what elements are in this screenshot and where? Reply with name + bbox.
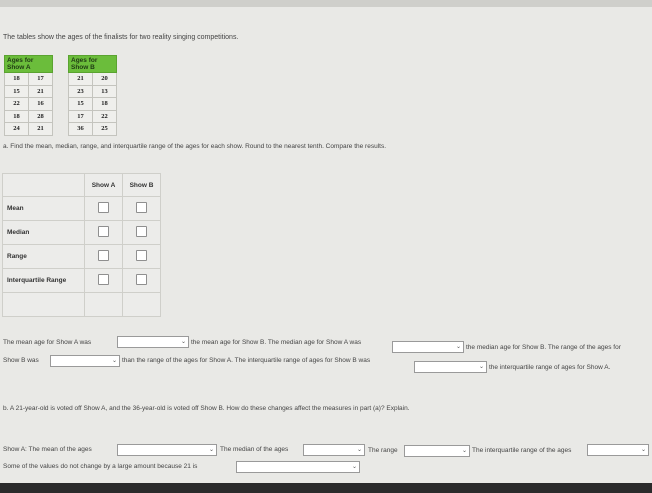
- intro-text: The tables show the ages of the finalists for two reality singing competitions.: [3, 34, 239, 41]
- chevron-down-icon: ⌄: [351, 464, 357, 470]
- results-row-mean: [3, 197, 161, 221]
- results-row-iqr: [3, 269, 161, 293]
- show-b-age-cell: 23: [69, 85, 93, 98]
- show-a-row: [5, 98, 53, 111]
- sentence1-part2: the mean age for Show B. The median age for Show A was: [191, 339, 362, 346]
- chevron-down-icon: ⌄: [478, 364, 484, 370]
- chevron-down-icon: ⌄: [111, 358, 117, 364]
- row-label-range: Range: [3, 245, 85, 269]
- part-b-prompt: b. A 21-year-old is voted off Show A, and the 36-year-old is voted off Show B. How do these changes affect the measures in part (a)? Explain.: [3, 405, 410, 412]
- range-show-a-box[interactable]: [98, 250, 109, 261]
- show-a-table-header: Ages for Show A: [5, 56, 53, 73]
- results-row-range: [3, 245, 161, 269]
- show-b-age-cell: 13: [93, 85, 117, 98]
- chevron-down-icon: ⌄: [640, 447, 646, 453]
- part-a-prompt: a. Find the mean, median, range, and interquartile range of the ages for each show. Round to the nearest tenth. Compare the results.: [3, 143, 387, 150]
- range-change-dropdown[interactable]: [404, 445, 470, 457]
- show-a-age-cell: 22: [5, 98, 29, 111]
- show-b-age-cell: 17: [69, 110, 93, 123]
- mean-show-b-box[interactable]: [136, 202, 147, 213]
- results-corner: [3, 174, 85, 197]
- sentence2-part1: Show B was: [3, 357, 39, 364]
- show-a-row: [5, 110, 53, 123]
- show-b-row: [69, 73, 117, 86]
- show-b-age-cell: 20: [93, 73, 117, 86]
- iqr-comparison-dropdown[interactable]: [414, 361, 487, 373]
- chevron-down-icon: ⌄: [180, 339, 186, 345]
- sentence3-part4: The interquartile range of the ages: [472, 447, 572, 454]
- row-label-iqr: Interquartile Range: [3, 269, 85, 293]
- show-a-age-cell: 18: [5, 110, 29, 123]
- chevron-down-icon: ⌄: [356, 447, 362, 453]
- reason-dropdown[interactable]: [236, 461, 360, 473]
- sentence4-part1: Some of the values do not change by a large amount because 21 is: [3, 463, 198, 470]
- results-blank-row: [3, 293, 161, 317]
- show-a-row: [5, 73, 53, 86]
- range-show-b-box[interactable]: [136, 250, 147, 261]
- show-a-age-cell: 24: [5, 123, 29, 136]
- show-a-age-cell: 21: [29, 123, 53, 136]
- mean-comparison-dropdown[interactable]: [117, 336, 189, 348]
- exercise-crumb: [352, 0, 412, 1]
- show-b-row: [69, 110, 117, 123]
- iqr-show-b-box[interactable]: [136, 274, 147, 285]
- show-a-row: [5, 85, 53, 98]
- show-a-age-cell: 17: [29, 73, 53, 86]
- sentence3-part3: The range: [368, 447, 398, 454]
- results-header-show-a: Show A: [85, 174, 123, 197]
- show-b-age-cell: 36: [69, 123, 93, 136]
- show-b-table-header: Ages for Show B: [69, 56, 117, 73]
- show-a-row: [5, 123, 53, 136]
- results-table: [2, 173, 161, 317]
- chevron-down-icon: ⌄: [455, 344, 461, 350]
- show-a-age-cell: 16: [29, 98, 53, 111]
- show-b-age-cell: 22: [93, 110, 117, 123]
- show-b-row: [69, 123, 117, 136]
- chevron-down-icon: ⌄: [461, 448, 467, 454]
- sentence1-part3: the median age for Show B. The range of the ages for: [466, 344, 621, 351]
- show-b-age-cell: 25: [93, 123, 117, 136]
- show-b-ages-table: [68, 55, 117, 136]
- show-b-row: [69, 98, 117, 111]
- median-show-b-box[interactable]: [136, 226, 147, 237]
- show-a-age-cell: 21: [29, 85, 53, 98]
- row-label-mean: Mean: [3, 197, 85, 221]
- mean-show-a-box[interactable]: [98, 202, 109, 213]
- sentence3-part1: Show A: The mean of the ages: [3, 446, 92, 453]
- results-header-show-b: Show B: [123, 174, 161, 197]
- show-a-age-cell: 15: [5, 85, 29, 98]
- show-b-age-cell: 15: [69, 98, 93, 111]
- mean-change-dropdown[interactable]: [117, 444, 217, 456]
- show-a-age-cell: 28: [29, 110, 53, 123]
- median-show-a-box[interactable]: [98, 226, 109, 237]
- sentence2-part2: than the range of the ages for Show A. The interquartile range of ages for Show B was: [122, 357, 371, 364]
- chevron-down-icon: ⌄: [208, 447, 214, 453]
- show-a-age-cell: 18: [5, 73, 29, 86]
- row-label-median: Median: [3, 221, 85, 245]
- bottom-bar: [0, 483, 652, 493]
- show-b-row: [69, 85, 117, 98]
- show-b-age-cell: 21: [69, 73, 93, 86]
- sentence2-part3: the interquartile range of ages for Show A.: [489, 364, 611, 371]
- iqr-show-a-box[interactable]: [98, 274, 109, 285]
- iqr-change-dropdown[interactable]: [587, 444, 649, 456]
- show-a-ages-table: [4, 55, 53, 136]
- show-b-age-cell: 18: [93, 98, 117, 111]
- results-row-median: [3, 221, 161, 245]
- sentence3-part2: The median of the ages: [220, 446, 289, 453]
- sentence1-part1: The mean age for Show A was: [3, 339, 92, 346]
- top-bar: [0, 0, 652, 7]
- median-comparison-dropdown[interactable]: [392, 341, 464, 353]
- range-comparison-dropdown[interactable]: [50, 355, 120, 367]
- median-change-dropdown[interactable]: [303, 444, 365, 456]
